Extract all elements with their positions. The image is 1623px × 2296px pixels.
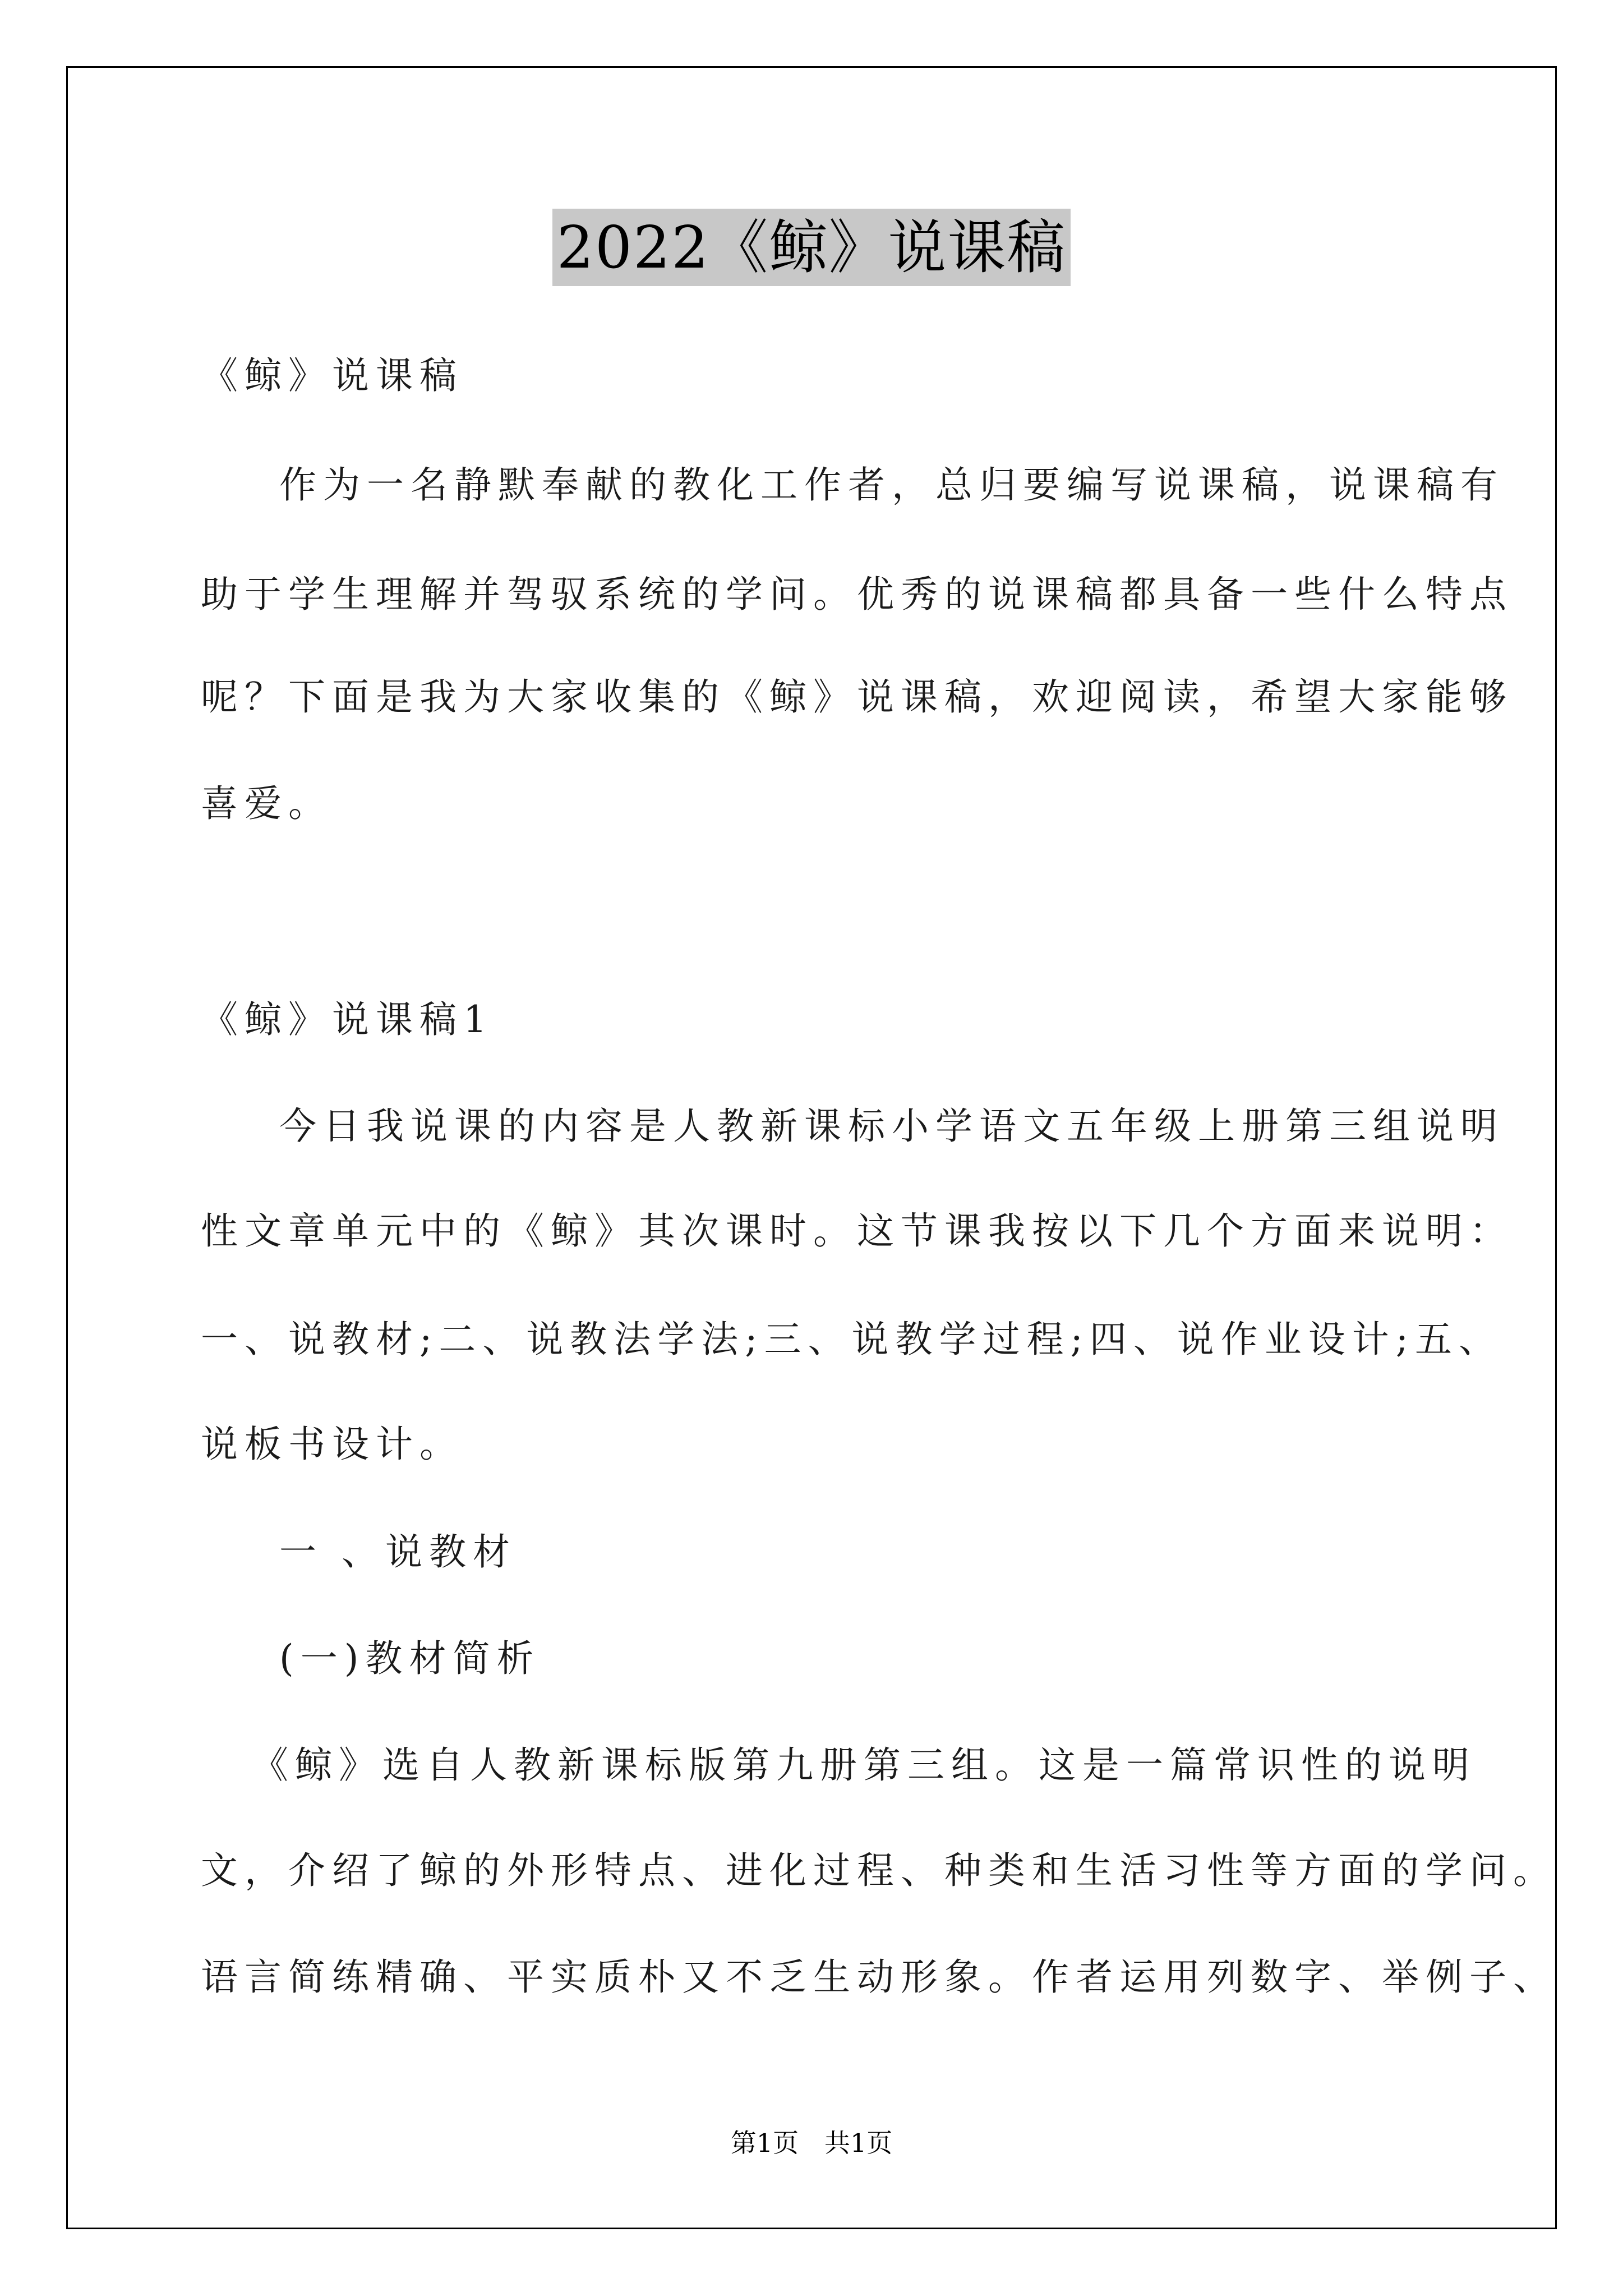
- paragraph-line: 呢？下面是我为大家收集的《鲸》说课稿，欢迎阅读，希望大家能够: [201, 675, 1513, 719]
- paragraph-line: 喜爱。: [201, 782, 332, 825]
- paragraph-line: 助于学生理解并驾驭系统的学问。优秀的说课稿都具备一些什么特点: [201, 573, 1513, 616]
- title-container: [0, 209, 1623, 286]
- subheading: (一)教材简析: [279, 1637, 541, 1680]
- paragraph-line: 作为一名静默奉献的教化工作者，总归要编写说课稿，说课稿有: [279, 463, 1504, 507]
- subtitle-line: 《鲸》说课稿: [201, 354, 463, 397]
- paragraph-line: 今日我说课的内容是人教新课标小学语文五年级上册第三组说明: [279, 1105, 1504, 1148]
- paragraph-line: 《鲸》选自人教新课标版第九册第三组。这是一篇常识性的说明: [251, 1743, 1476, 1787]
- paragraph-line: 一、说教材;二、说教法学法;三、说教学过程;四、说作业设计;五、: [201, 1318, 1502, 1361]
- page-footer: 第1页 共1页: [730, 2128, 893, 2158]
- paragraph-line: 文，介绍了鲸的外形特点、进化过程、种类和生活习性等方面的学问。: [201, 1849, 1557, 1892]
- section-heading: 《鲸》说课稿1: [201, 998, 494, 1041]
- subheading: 一 、说教材: [279, 1530, 517, 1573]
- paragraph-line: 性文章单元中的《鲸》其次课时。这节课我按以下几个方面来说明：: [201, 1209, 1513, 1253]
- paragraph-line: 语言简练精确、平实质朴又不乏生动形象。作者运用列数字、举例子、: [201, 1955, 1557, 1999]
- document-title: 2022《鲸》说课稿: [552, 209, 1071, 286]
- paragraph-line: 说板书设计。: [201, 1423, 463, 1466]
